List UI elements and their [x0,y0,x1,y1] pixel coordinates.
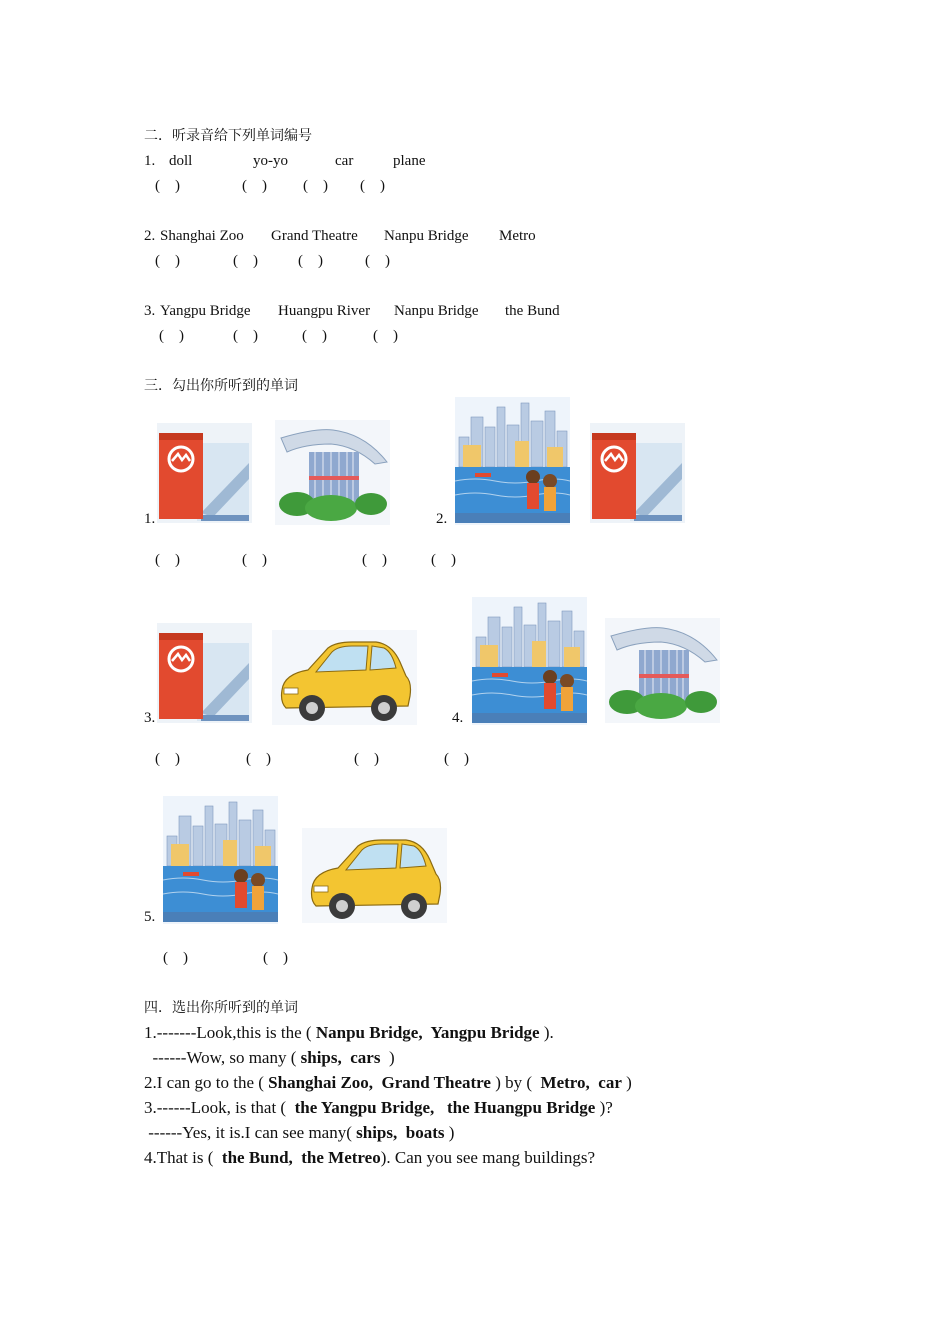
row2-answer-3[interactable]: ( ) [354,751,379,767]
q2-number: 2. [144,228,156,244]
s4-line-4-pre: 3.------Look, is that ( [144,1098,295,1117]
q1-answer-3[interactable]: ( ) [303,178,328,194]
row1-answer-2[interactable]: ( ) [242,552,267,568]
q3-word-2: Huangpu River [278,303,371,319]
q1-answer-2[interactable]: ( ) [242,178,267,194]
q2-word-1: Shanghai Zoo [160,228,244,244]
s4-line-1 [144,1023,554,1043]
q2-word-4: Metro [499,228,536,244]
bund-skyline-picture [472,597,587,725]
q3-answer-3[interactable]: ( ) [302,328,327,344]
metro-sign-picture [157,423,252,523]
s4-line-1-pre: 1.-------Look,this is the ( [144,1023,316,1042]
q1-answer-4[interactable]: ( ) [360,178,385,194]
s4-line-5-post: ) [444,1123,455,1142]
q1-word-plane: plane [393,153,426,169]
row1-answer-4[interactable]: ( ) [431,552,456,568]
grand-theatre-picture [275,420,390,525]
s4-line-2-post: ) [380,1048,395,1067]
s4-line-2-pre: ------Wow, so many ( [144,1048,301,1067]
s4-line-3-choices-place[interactable]: Shanghai Zoo, Grand Theatre [268,1073,491,1092]
metro-sign-picture [590,423,685,523]
q2-answer-1[interactable]: ( ) [155,253,180,269]
s4-line-3 [144,1073,632,1093]
item-label-5: 5. [144,909,156,925]
q2-answer-4[interactable]: ( ) [365,253,390,269]
q3-number: 3. [144,303,156,319]
q3-word-4: the Bund [505,303,560,319]
s4-line-2 [144,1048,395,1068]
s4-line-3-mid: ) by ( [490,1073,541,1092]
q1-word-car: car [335,153,354,169]
s4-line-6-choices[interactable]: the Bund, the Metreo [221,1148,381,1167]
bund-skyline-picture [455,397,570,525]
row2-answer-2[interactable]: ( ) [246,751,271,767]
s4-line-1-choices[interactable]: Nanpu Bridge, Yangpu Bridge [315,1023,540,1042]
s4-line-4-post: )? [595,1098,613,1117]
s4-line-2-choices[interactable]: ships, cars [300,1048,381,1067]
s4-line-6-pre: 4.That is ( [144,1148,222,1167]
q1-number: 1. [144,153,156,169]
row2-answer-4[interactable]: ( ) [444,751,469,767]
item-label-2: 2. [436,511,448,527]
s4-line-5-pre: ------Yes, it is.I can see many( [144,1123,357,1142]
s4-line-3-pre: 2.I can go to the ( [144,1073,269,1092]
s4-line-4 [144,1098,613,1118]
s4-line-3-post: ) [621,1073,632,1092]
q1-word-doll: doll [169,153,193,169]
q1-word-yoyo: yo-yo [253,153,288,169]
s4-line-3-choices-transport[interactable]: Metro, car [540,1073,622,1092]
yellow-car-picture [272,630,417,725]
s4-line-5-choices[interactable]: ships, boats [356,1123,445,1142]
grand-theatre-picture [605,618,720,723]
q1-answer-1[interactable]: ( ) [155,178,180,194]
q3-answer-4[interactable]: ( ) [373,328,398,344]
s4-line-4-choices[interactable]: the Yangpu Bridge, the Huangpu Bridge [294,1098,596,1117]
section4-heading: 四．选出你所听到的单词 [144,1000,298,1016]
metro-sign-picture [157,623,252,723]
item-label-1: 1. [144,511,156,527]
s4-line-6-post: ). Can you see mang buildings? [380,1148,596,1167]
q3-answer-2[interactable]: ( ) [233,328,258,344]
row2-answer-1[interactable]: ( ) [155,751,180,767]
row1-answer-3[interactable]: ( ) [362,552,387,568]
q3-answer-1[interactable]: ( ) [159,328,184,344]
row1-answer-1[interactable]: ( ) [155,552,180,568]
row3-answer-2[interactable]: ( ) [263,950,288,966]
bund-skyline-picture [163,796,278,924]
s4-line-5 [144,1123,454,1143]
section2-heading: 二．听录音给下列单词编号 [144,128,312,144]
row3-answer-1[interactable]: ( ) [163,950,188,966]
s4-line-1-post: ). [539,1023,554,1042]
q3-word-3: Nanpu Bridge [394,303,479,319]
section3-heading: 三．勾出你所听到的单词 [144,378,298,394]
q2-word-3: Nanpu Bridge [384,228,469,244]
q2-word-2: Grand Theatre [271,228,358,244]
q2-answer-2[interactable]: ( ) [233,253,258,269]
s4-line-6 [144,1148,595,1168]
item-label-4: 4. [452,710,464,726]
q3-word-1: Yangpu Bridge [160,303,251,319]
yellow-car-picture [302,828,447,923]
q2-answer-3[interactable]: ( ) [298,253,323,269]
item-label-3: 3. [144,710,156,726]
